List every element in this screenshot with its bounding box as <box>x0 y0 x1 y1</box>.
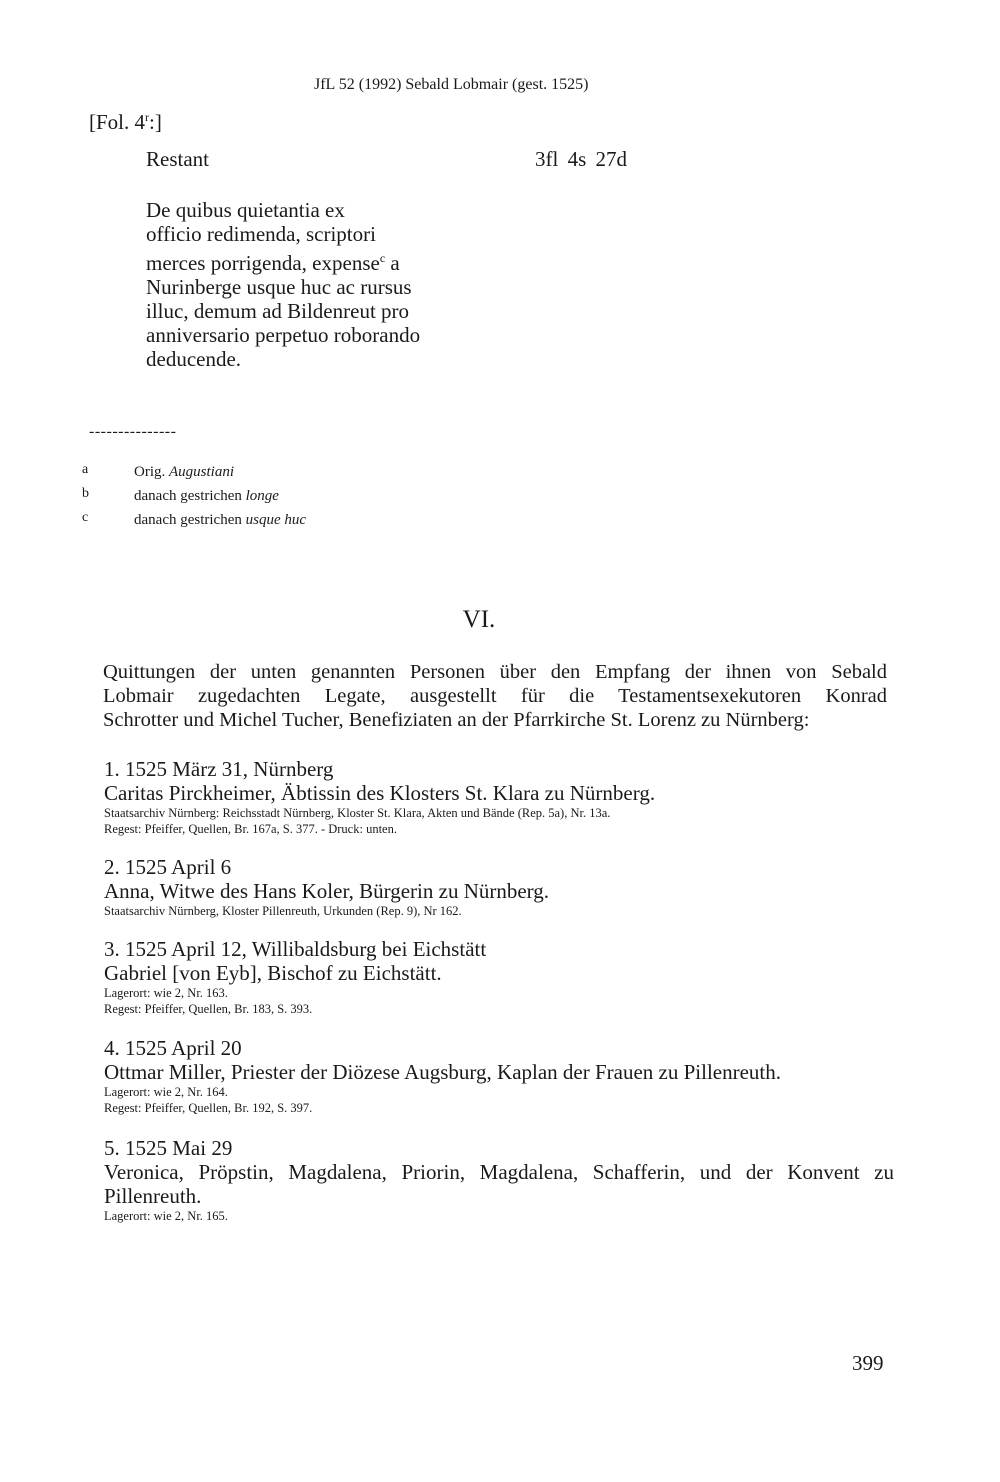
restant-amount: 3fl 4s 27d <box>535 147 627 171</box>
footnote-a <box>82 462 582 486</box>
footnotes <box>82 462 582 534</box>
page-number: 399 <box>852 1351 884 1375</box>
entry-person <box>104 1160 894 1208</box>
intro-line: Schrotter und Michel Tucher, Benefiziaten an der Pfarrkirche St. Lorenz zu Nürnberg: <box>103 709 810 731</box>
latin-line: anniversario perpetuo roborando <box>146 323 421 347</box>
entry-person: Caritas Pirckheimer, Äbtissin des Klosters St. Klara zu Nürnberg. <box>104 781 656 805</box>
entry-note: Staatsarchiv Nürnberg: Reichsstadt Nürnberg, Kloster St. Klara, Akten und Bände (Rep. 5a), Nr. 13a. <box>104 806 611 820</box>
footnote-text <box>134 512 306 529</box>
footnote-text <box>134 464 234 481</box>
footnote-plain: danach gestrichen <box>134 488 246 504</box>
restant-label: Restant <box>146 147 209 171</box>
entry-person-line: Veronica, Pröpstin, Magdalena, Priorin, Magdalena, Schafferin, und der Konvent zu <box>104 1160 894 1184</box>
latin-text-block <box>146 198 466 371</box>
entry-note: Lagerort: wie 2, Nr. 163. <box>104 986 228 1000</box>
latin-line: illuc, demum ad Bildenreut pro <box>146 299 410 323</box>
latin-line: officio redimenda, scriptori <box>146 222 376 246</box>
folio-reference <box>89 110 162 135</box>
footnote-b <box>82 486 582 510</box>
folio-superscript: r <box>145 110 150 124</box>
entry-5 <box>104 1136 894 1224</box>
latin-line: Nurinberge usque huc ac rursus <box>146 275 412 299</box>
entry-heading: 1. 1525 März 31, Nürnberg <box>104 757 334 781</box>
footnote-rule: --------------- <box>89 423 177 440</box>
intro-paragraph <box>103 660 887 732</box>
entry-note: Staatsarchiv Nürnberg, Kloster Pillenreuth, Urkunden (Rep. 9), Nr 162. <box>104 904 462 918</box>
entry-note: Regest: Pfeiffer, Quellen, Br. 192, S. 397. <box>104 1101 313 1115</box>
footnote-mark: a <box>82 462 89 477</box>
footnote-c <box>82 510 582 534</box>
footnote-italic: Augustiani <box>169 464 235 480</box>
latin-line <box>146 246 466 275</box>
entry-person: Ottmar Miller, Priester der Diözese Augsburg, Kaplan der Frauen zu Pillenreuth. <box>104 1060 782 1084</box>
footnote-mark: c <box>82 510 89 525</box>
latin-line-text: merces porrigenda, expense <box>146 251 380 275</box>
entry-4 <box>104 1036 894 1116</box>
footnote-mark: b <box>82 486 89 501</box>
running-head: JfL 52 (1992) Sebald Lobmair (gest. 1525) <box>314 76 589 93</box>
folio-suffix: :] <box>149 110 162 134</box>
footnote-ref-c: c <box>379 251 386 265</box>
entry-3 <box>104 937 894 1017</box>
latin-line: De quibus quietantia ex <box>146 198 345 222</box>
entry-heading: 5. 1525 Mai 29 <box>104 1136 233 1160</box>
footnote-italic: usque huc <box>245 512 307 528</box>
footnote-plain: Orig. <box>134 464 169 480</box>
entry-heading: 3. 1525 April 12, Willibaldsburg bei Eichstätt <box>104 937 487 961</box>
entry-2 <box>104 855 894 919</box>
entry-person-line: Pillenreuth. <box>104 1184 202 1208</box>
entry-heading: 4. 1525 April 20 <box>104 1036 242 1060</box>
folio-prefix: [Fol. 4 <box>89 110 146 134</box>
entry-1 <box>104 757 894 837</box>
entry-heading: 2. 1525 April 6 <box>104 855 232 879</box>
intro-line: Lobmair zugedachten Legate, ausgestellt für die Testamentsexekutoren Konrad <box>103 685 887 707</box>
latin-line-text: a <box>385 251 400 275</box>
entry-person: Anna, Witwe des Hans Koler, Bürgerin zu Nürnberg. <box>104 879 550 903</box>
footnote-italic: longe <box>245 488 279 504</box>
footnote-text <box>134 488 279 505</box>
entry-note: Regest: Pfeiffer, Quellen, Br. 183, S. 393. <box>104 1002 313 1016</box>
entry-note: Regest: Pfeiffer, Quellen, Br. 167a, S. 377. - Druck: unten. <box>104 822 397 836</box>
latin-line: deducende. <box>146 347 242 371</box>
entry-person: Gabriel [von Eyb], Bischof zu Eichstätt. <box>104 961 442 985</box>
entry-note: Lagerort: wie 2, Nr. 165. <box>104 1209 228 1223</box>
entry-note: Lagerort: wie 2, Nr. 164. <box>104 1085 228 1099</box>
section-heading: VI. <box>462 606 496 633</box>
intro-line: Quittungen der unten genannten Personen über den Empfang der ihnen von Sebald <box>103 661 887 683</box>
footnote-plain: danach gestrichen <box>134 512 246 528</box>
